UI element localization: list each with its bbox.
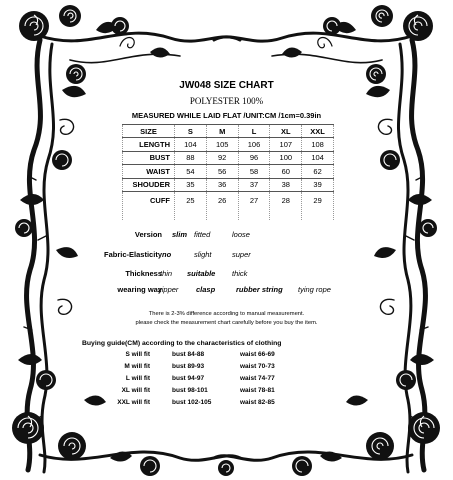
buying-guide-title: Buying guide(CM) according to the characteristics of clothing	[82, 340, 282, 347]
size-header-l: L	[238, 125, 270, 138]
option: fitted	[194, 230, 211, 239]
table-cell: 106	[238, 138, 270, 151]
attribute-label: wearing way	[117, 285, 162, 294]
attribute-row-thickness	[0, 269, 453, 281]
table-cell: 107	[270, 138, 302, 151]
table-cell: 104	[302, 151, 334, 164]
table-cell: 38	[270, 178, 302, 191]
attribute-label: Thickness	[125, 269, 162, 278]
row-label-waist: WAIST	[123, 165, 175, 178]
table-cell: 36	[206, 178, 238, 191]
row-label-cuff: CUFF	[123, 191, 175, 220]
table-cell: 27	[238, 191, 270, 220]
table-cell: 100	[270, 151, 302, 164]
guide-bust-range: bust 102-105	[172, 399, 212, 406]
guide-row-m	[0, 363, 453, 373]
guide-waist-range: waist 82-85	[240, 399, 275, 406]
guide-size-label: L will fit	[125, 375, 150, 382]
option: super	[232, 250, 251, 259]
table-cell: 88	[175, 151, 207, 164]
table-row	[123, 178, 334, 191]
table-cell: 26	[206, 191, 238, 220]
guide-size-label: S will fit	[125, 351, 150, 358]
table-cell: 54	[175, 165, 207, 178]
guide-bust-range: bust 84-88	[172, 351, 205, 358]
size-header-m: M	[206, 125, 238, 138]
row-label-bust: BUST	[123, 151, 175, 164]
attribute-label: Version	[134, 230, 162, 239]
check-chart-note: please check the measurement chart carefully before you buy the item.	[135, 320, 318, 326]
attribute-label: Fabric-Elasticity	[104, 250, 162, 259]
table-cell: 28	[270, 191, 302, 220]
guide-size-label: M will fit	[124, 363, 150, 370]
chart-title: JW048 SIZE CHART	[179, 80, 274, 91]
table-cell: 35	[175, 178, 207, 191]
guide-waist-range: waist 74-77	[240, 375, 275, 382]
table-cell: 60	[270, 165, 302, 178]
table-cell: 39	[302, 178, 334, 191]
guide-bust-range: bust 89-93	[172, 363, 205, 370]
table-row	[123, 191, 334, 220]
table-cell: 25	[175, 191, 207, 220]
guide-size-label: XXL will fit	[117, 399, 150, 406]
row-label-shoulder: SHOUDER	[123, 178, 175, 191]
option: rubber string	[236, 285, 283, 294]
material-subtitle: POLYESTER 100%	[189, 96, 264, 106]
option: loose	[232, 230, 250, 239]
table-row	[123, 151, 334, 164]
option: tying rope	[298, 285, 331, 294]
table-cell: 104	[175, 138, 207, 151]
difference-note: There is 2-3% difference according to manual measurement.	[148, 311, 305, 317]
table-row	[123, 138, 334, 151]
table-cell: 105	[206, 138, 238, 151]
attribute-row-fabric-elasticity	[0, 250, 453, 262]
guide-waist-range: waist 78-81	[240, 387, 275, 394]
size-header-xxl: XXL	[302, 125, 334, 138]
attribute-row-wearing-way	[0, 285, 453, 297]
guide-size-label: XL will fit	[121, 387, 150, 394]
option: slight	[194, 250, 212, 259]
guide-row-s	[0, 351, 453, 361]
table-cell: 92	[206, 151, 238, 164]
guide-row-xl	[0, 387, 453, 397]
table-cell: 56	[206, 165, 238, 178]
table-cell: 108	[302, 138, 334, 151]
size-header-row	[123, 125, 334, 138]
option-selected: clasp	[196, 285, 216, 294]
table-cell: 58	[238, 165, 270, 178]
table-cell: 62	[302, 165, 334, 178]
size-header-xl: XL	[270, 125, 302, 138]
measurement-note: MEASURED WHILE LAID FLAT /UNIT:CM /1cm=0.39in	[131, 111, 322, 120]
guide-bust-range: bust 94-97	[172, 375, 205, 382]
attribute-row-version	[0, 230, 453, 242]
option: thick	[232, 269, 248, 278]
guide-row-l	[0, 375, 453, 385]
guide-waist-range: waist 66-69	[240, 351, 275, 358]
option-selected: suitable	[187, 269, 216, 278]
guide-row-xxl	[0, 399, 453, 409]
option: thin	[160, 269, 173, 278]
size-table	[122, 124, 334, 220]
table-cell: 96	[238, 151, 270, 164]
option: zipper	[158, 285, 179, 294]
option-selected: slim	[172, 230, 188, 239]
guide-waist-range: waist 70-73	[240, 363, 275, 370]
table-cell: 29	[302, 191, 334, 220]
table-row	[123, 165, 334, 178]
guide-bust-range: bust 98-101	[172, 387, 208, 394]
size-header-label: SIZE	[123, 125, 175, 138]
row-label-length: LENGTH	[123, 138, 175, 151]
option-selected: no	[162, 250, 172, 259]
table-cell: 37	[238, 178, 270, 191]
size-header-s: S	[175, 125, 207, 138]
